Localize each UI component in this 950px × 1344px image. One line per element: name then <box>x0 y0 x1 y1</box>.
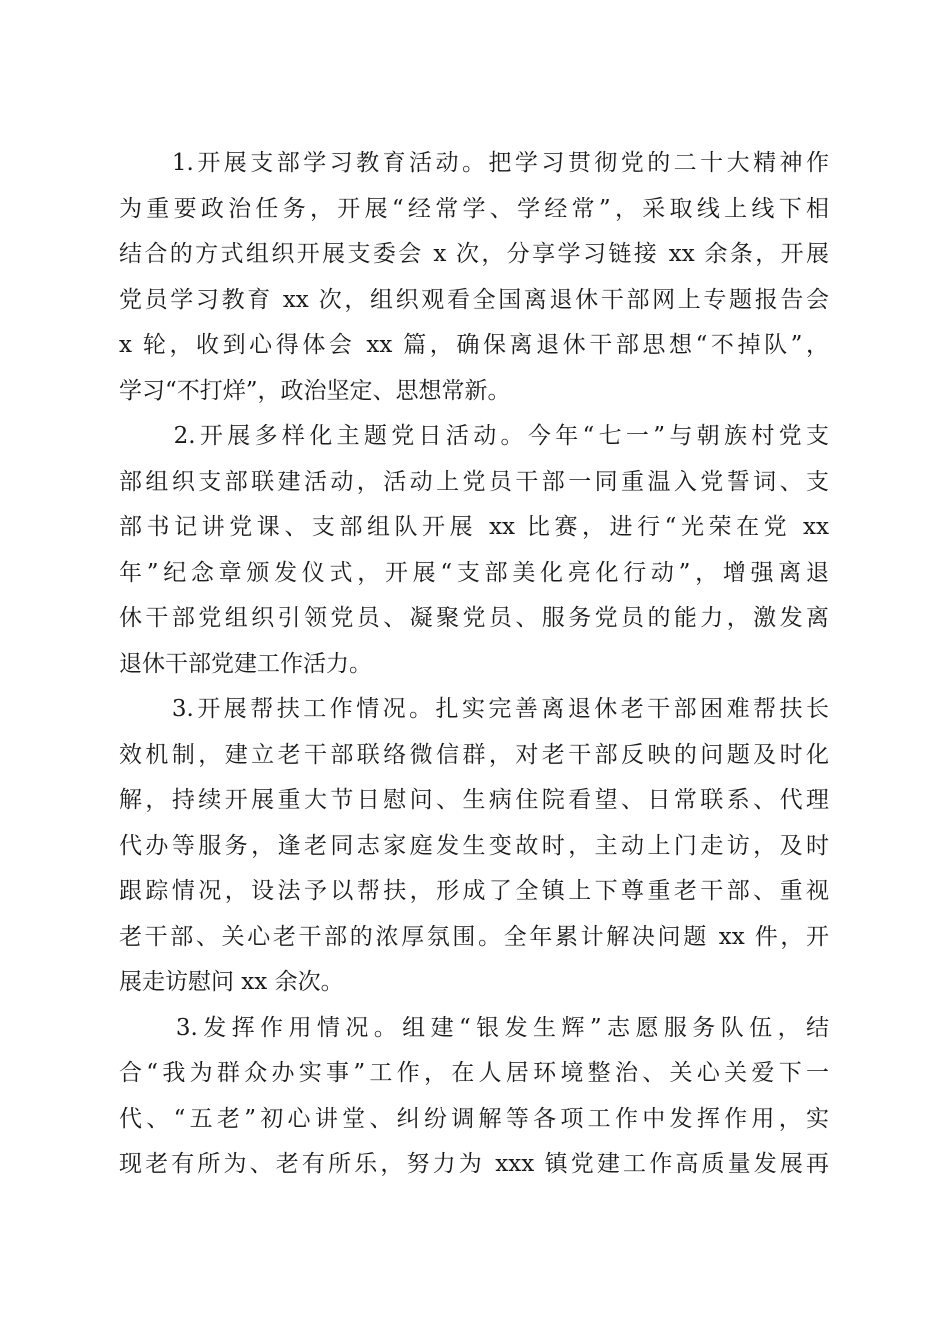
text-line: 部书记讲党课、支部组队开展 xx 比赛，进行“光荣在党 xx <box>119 514 829 540</box>
text-line: 合“我为群众办实事”工作，在人居环境整治、关心关爱下一 <box>119 1060 829 1086</box>
text-line: 学习“不打烊”，政治坚定、思想常新。 <box>119 377 511 404</box>
text-line: 党员学习教育 xx 次，组织观看全国离退休干部网上专题报告会 <box>119 286 829 313</box>
text-line: 结合的方式组织开展支委会 x 次，分享学习链接 xx 余条，开展 <box>119 241 829 267</box>
text-line: 代、“五老”初心讲堂、纠纷调解等各项工作中发挥作用，实 <box>119 1105 829 1132</box>
text-line: 部组织支部联建活动，活动上党员干部一同重温入党誓词、支 <box>119 468 829 495</box>
paragraph-1 <box>119 141 829 414</box>
text-line: 解，持续开展重大节日慰问、生病住院看望、日常联系、代理 <box>119 787 829 813</box>
text-line: 代办等服务，逢老同志家庭发生变故时，主动上门走访，及时 <box>119 832 829 859</box>
text-line: 1.开展支部学习教育活动。把学习贯彻党的二十大精神作 <box>119 150 829 176</box>
text-line: 展走访慰问 xx 余次。 <box>119 969 344 995</box>
text-line: 3.发挥作用情况。组建“银发生辉”志愿服务队伍，结 <box>119 1014 829 1041</box>
paragraph-4 <box>119 1006 829 1188</box>
text-line: 退休干部党建工作活力。 <box>119 650 372 677</box>
text-line: 跟踪情况，设法予以帮扶，形成了全镇上下尊重老干部、重视 <box>119 878 829 904</box>
text-line: 休干部党组织引领党员、凝聚党员、服务党员的能力，激发离 <box>119 605 829 631</box>
text-line: 2.开展多样化主题党日活动。今年“七一”与朝族村党支 <box>119 423 829 449</box>
text-line: 老干部、关心老干部的浓厚氛围。全年累计解决问题 xx 件，开 <box>119 923 829 950</box>
text-line: 年”纪念章颁发仪式，开展“支部美化亮化行动”，增强离退 <box>119 559 829 586</box>
paragraph-3 <box>119 687 829 1006</box>
text-line: 3.开展帮扶工作情况。扎实完善离退休老干部困难帮扶长 <box>119 696 829 722</box>
text-line: 现老有所为、老有所乐，努力为 xxx 镇党建工作高质量发展再 <box>119 1151 829 1177</box>
text-line: 效机制，建立老干部联络微信群，对老干部反映的问题及时化 <box>119 741 829 768</box>
text-line: x 轮，收到心得体会 xx 篇，确保离退休干部思想“不掉队”， <box>119 332 829 358</box>
document-body <box>119 141 829 1188</box>
text-line: 为重要政治任务，开展“经常学、学经常”，采取线上线下相 <box>119 195 829 222</box>
paragraph-2 <box>119 414 829 687</box>
